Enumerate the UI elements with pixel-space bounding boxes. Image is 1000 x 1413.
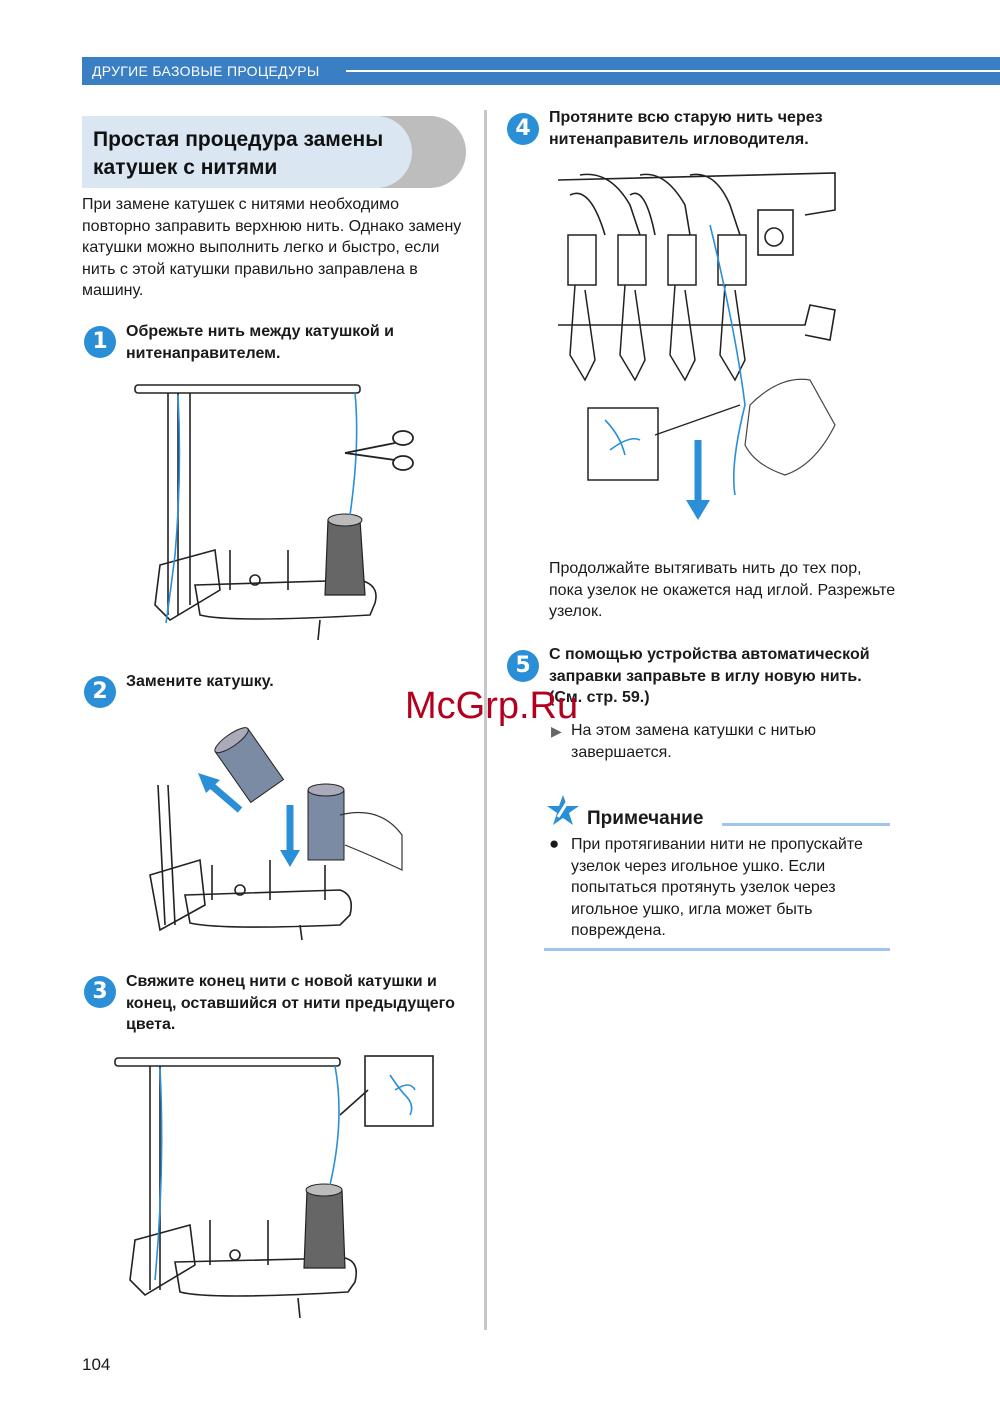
note-bottom-rule [544, 948, 890, 951]
note-title: Примечание [587, 808, 704, 829]
step-1-badge: 1 [84, 326, 116, 358]
step-2-badge: 2 [84, 676, 116, 708]
step-5-badge: 5 [507, 650, 539, 682]
step-4-badge: 4 [507, 113, 539, 145]
step-4-detail: Продолжайте вытягивать нить до тех пор, пока узелок не окажется над иглой. Разрежьте узелок. [549, 560, 896, 620]
illustration-cut-thread [130, 375, 430, 645]
step-2-text: Замените катушку. [126, 673, 274, 690]
step-5-result: На этом замена катушки с нитью завершается. [571, 722, 817, 761]
illustration-replace-spool [140, 725, 410, 945]
section-header: ДРУГИЕ БАЗОВЫЕ ПРОЦЕДУРЫ [92, 63, 320, 79]
header-rule [346, 70, 1000, 72]
step-3-badge: 3 [84, 976, 116, 1008]
note-text: При протягивании нити не пропускайте узелок через игольное ушко. Если попытаться протянуть узелок через игольное ушко, игла может быть повреждена. [571, 836, 863, 939]
step-4-text: Протяните всю старую нить через нитенаправитель игловодителя. [549, 109, 823, 148]
intro-paragraph: При замене катушек с нитями необходимо повторно заправить верхнюю нить. Однако замену катушки можно выполнить легко и быстро, если нить с этой катушки правильно заправлена в машину. [82, 196, 462, 299]
step-1-text: Обрежьте нить между катушкой и нитенаправителем. [126, 323, 394, 362]
illustration-needle-bars [550, 165, 890, 525]
result-arrow-icon: ▶ [551, 723, 562, 739]
watermark: McGrp.Ru [405, 685, 579, 727]
note-icon [544, 793, 582, 829]
step-5-text: С помощью устройства автоматической заправки заправьте в иглу новую нить. (См. стр. 59.) [549, 646, 870, 706]
bullet-icon: ● [549, 834, 560, 853]
note-title-rule [722, 823, 890, 826]
step-3-text: Свяжите конец нити с новой катушки и конец, оставшийся от нити предыдущего цвета. [126, 973, 455, 1033]
page-title: Простая процедура замены катушек с нитями [93, 128, 384, 179]
illustration-tie-threads [110, 1050, 440, 1320]
page-number: 104 [82, 1355, 111, 1374]
